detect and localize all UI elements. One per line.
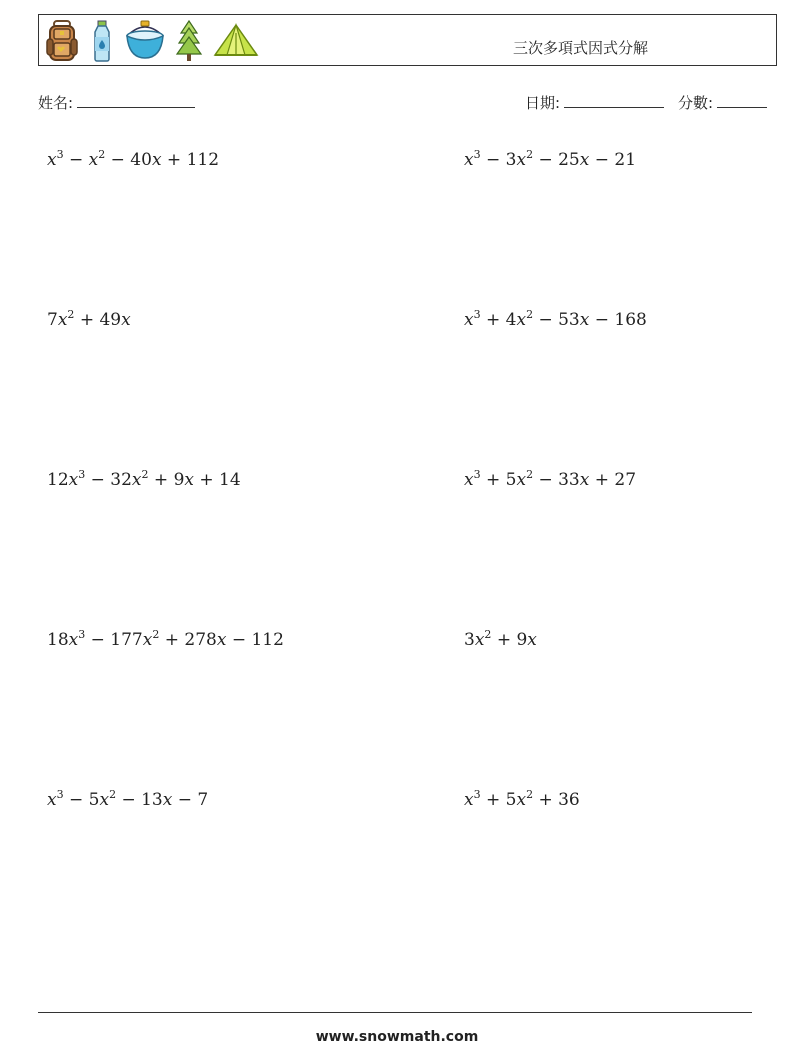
- header-icons: [45, 19, 259, 63]
- problem-10: $x^3 + 5x^2 + 36$: [464, 788, 580, 810]
- footer-divider: [38, 1012, 752, 1013]
- date-label: 日期:: [525, 94, 561, 112]
- worksheet-header: [38, 14, 777, 66]
- problem-9: $x^3 - 5x^2 - 13x - 7$: [47, 788, 209, 810]
- problem-7: $18x^3 - 177x^2 + 278x - 112$: [47, 628, 284, 650]
- score-label: 分數:: [678, 94, 714, 112]
- problem-8: $3x^2 + 9x$: [464, 628, 537, 650]
- water-bottle-icon: [89, 19, 115, 63]
- name-field[interactable]: [38, 92, 195, 113]
- score-field[interactable]: [678, 92, 767, 113]
- score-blank[interactable]: [717, 93, 767, 108]
- bucket-icon: [125, 19, 165, 63]
- footer-site: www.snowmath.com: [315, 1029, 479, 1045]
- pine-tree-icon: [175, 19, 203, 63]
- backpack-icon: [45, 19, 79, 63]
- problem-4: $x^3 + 4x^2 - 53x - 168$: [464, 308, 647, 330]
- problem-2: $x^3 - 3x^2 - 25x - 21$: [464, 148, 637, 170]
- date-blank[interactable]: [564, 93, 664, 108]
- name-blank[interactable]: [77, 93, 195, 108]
- tent-icon: [213, 19, 259, 63]
- problem-1: $x^3 - x^2 - 40x + 112$: [47, 148, 220, 170]
- problem-3: $7x^2 + 49x$: [47, 308, 131, 330]
- problem-5: $12x^3 - 32x^2 + 9x + 14$: [47, 468, 241, 490]
- worksheet-title: 三次多項式因式分解: [513, 39, 649, 57]
- name-label: 姓名:: [38, 94, 74, 112]
- problem-6: $x^3 + 5x^2 - 33x + 27$: [464, 468, 637, 490]
- date-field[interactable]: [525, 92, 664, 113]
